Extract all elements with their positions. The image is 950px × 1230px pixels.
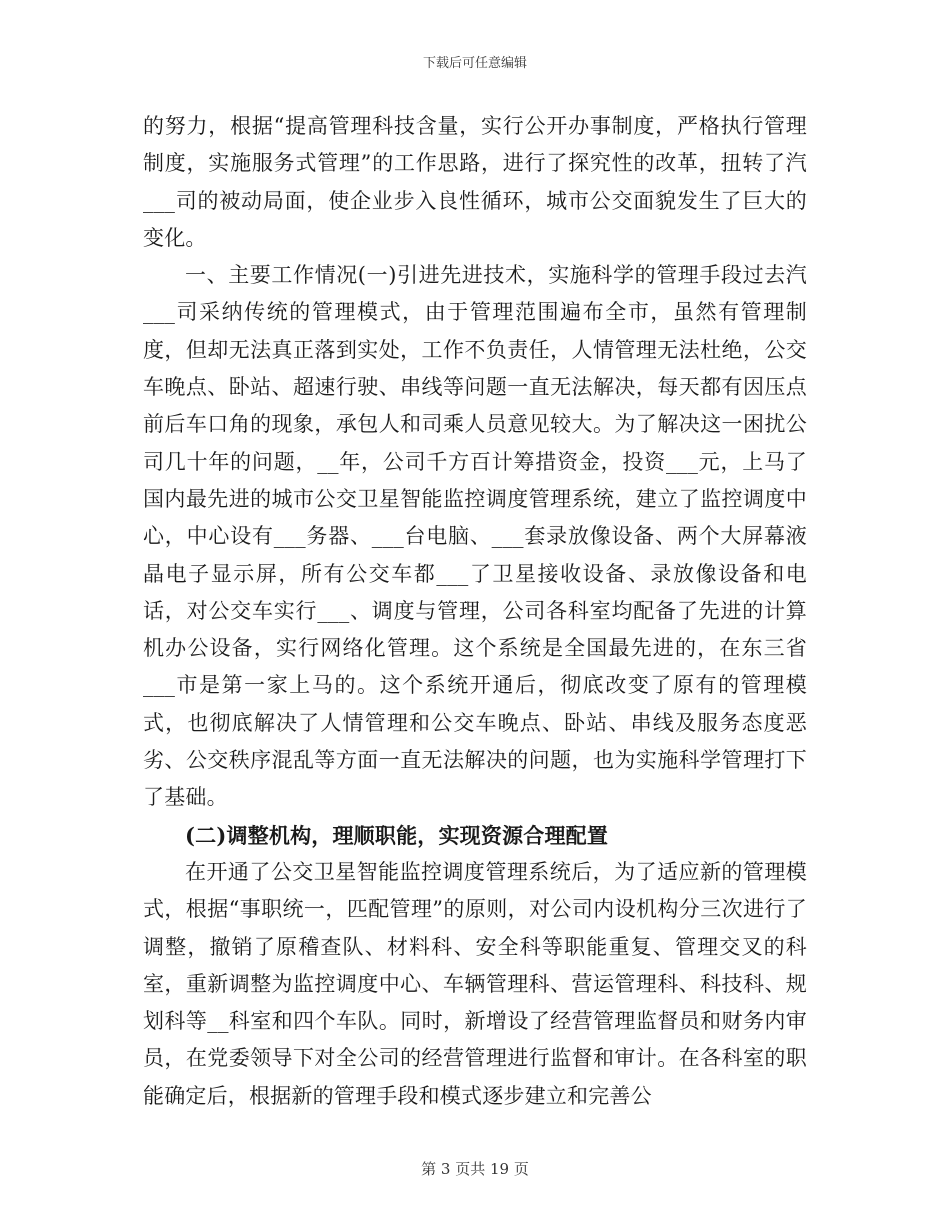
paragraph-main-work: 一、主要工作情况(一)引进先进技术，实施科学的管理手段过去汽___司采纳传统的管理模式，由于管理范围遍布全市，虽然有管理制度，但却无法真正落到实处，工作不负责任，人情管理无法杜绝，公交车晚点、卧站、超速行驶、串线等问题一直无法解决，每天都有因压点前后车口角的现象，承包人和司乘人员意见较大。为了解决这一困扰公司几十年的问题，__年，公司千方百计筹措资金，投资___元，上马了国内最先进的城市公交卫星智能监控调度管理系统，建立了监控调度中心，中心设有___务器、___台电脑、___套录放像设备、两个大屏幕液晶电子显示屏，所有公交车都___了卫星接收设备、录放像设备和电话，对公交车实行___、调度与管理，公司各科室均配备了先进的计算机办公设备，实行网络化管理。这个系统是全国最先进的，在东三省___市是第一家上马的。这个系统开通后，彻底改变了原有的管理模式，也彻底解决了人情管理和公交车晚点、卧站、串线及服务态度恶劣、公交秩序混乱等方面一直无法解决的问题，也为实施科学管理打下了基础。 (143, 263, 807, 810)
paragraph-continuation: 的努力，根据“提高管理科技含量，实行公开办事制度，严格执行管理制度，实施服务式管理”的工作思路，进行了探究性的改革，扭转了汽___司的被动局面，使企业步入良性循环，城市公交面貌发生了巨大的变化。 (143, 114, 807, 250)
page-header: 下载后可任意编辑 (422, 56, 527, 71)
page-footer: 第 3 页共 19 页 (421, 1160, 529, 1178)
document-body (143, 108, 807, 1115)
paragraph-restructure: 在开通了公交卫星智能监控调度管理系统后，为了适应新的管理模式，根据“事职统一，匹配管理”的原则，对公司内设机构分三次进行了调整，撤销了原稽查队、材料科、安全科等职能重复、管理交叉的科室，重新调整为监控调度中心、车辆管理科、营运管理科、科技科、规划科等__科室和四个车队。同时，新增设了经营管理监督员和财务内审员，在党委领导下对全公司的经营管理进行监督和审计。在各科室的职能确定后，根据新的管理手段和模式逐步建立和完善公 (143, 859, 807, 1108)
section-heading: (二)调整机构，理顺职能，实现资源合理配置 (185, 822, 609, 848)
